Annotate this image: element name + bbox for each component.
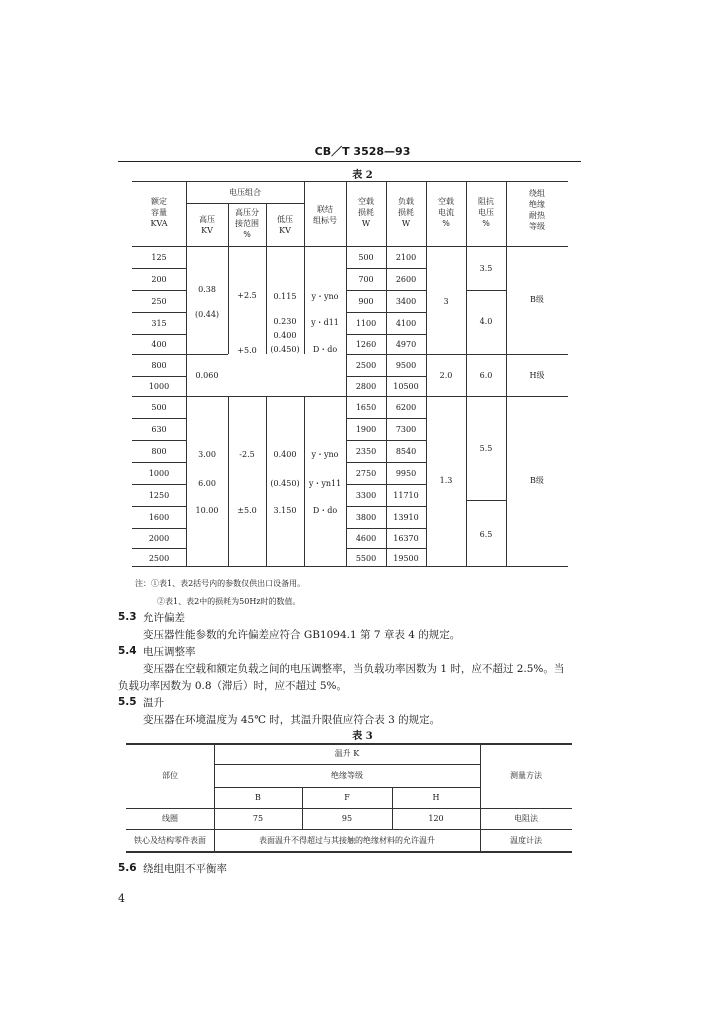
- capacity-cell: 1600: [148, 513, 170, 522]
- impedance-cell: 6.5: [479, 530, 493, 539]
- section-5-4-text-1: 变压器在空载和额定负载之间的电压调整率，当负载功率因数为 1 时，应不超过 2.5%。当: [143, 663, 565, 675]
- section-5-4-text-2: 负载功率因数为 0.8（滞后）时，应不超过 5%。: [118, 680, 348, 692]
- table2-caption: 表 2: [352, 170, 373, 181]
- vector-cell: y・yno: [311, 450, 339, 459]
- capacity-cell: 400: [151, 340, 167, 349]
- noload-cell: 1650: [355, 403, 377, 412]
- noload-cell: 1100: [355, 319, 377, 328]
- lv-cell: 0.115: [273, 292, 297, 301]
- row-coil-method: 电阻法: [514, 814, 538, 823]
- capacity-cell: 125: [151, 253, 167, 262]
- noload-cell: 500: [358, 253, 374, 262]
- hv-cell: 3.00: [198, 450, 216, 459]
- table3-part-header: 部位: [162, 771, 178, 780]
- table3-caption: 表 3: [352, 731, 373, 742]
- insulation-cell: B级: [530, 476, 544, 485]
- capacity-cell: 1000: [148, 469, 170, 478]
- insulation-cell: B级: [530, 295, 544, 304]
- vector-cell: y・yno: [311, 292, 339, 301]
- row-core-part: 铁心及结构零件表面: [134, 836, 206, 845]
- col-vector-header: 联结 组标号: [313, 205, 337, 225]
- loadloss-cell: 7300: [395, 425, 417, 434]
- table3-temp-rise-header: 温升 K: [334, 749, 360, 758]
- capacity-cell: 800: [151, 361, 167, 370]
- row-coil-part: 线圈: [162, 814, 178, 823]
- current-cell: 3: [443, 297, 449, 306]
- current-cell: 1.3: [439, 476, 453, 485]
- tap-cell: +5.0: [237, 346, 257, 355]
- lv-cell: 0.400: [273, 450, 297, 459]
- hv-cell: 6.00: [198, 479, 216, 488]
- col-noload-current-header: 空载 电流 %: [438, 197, 454, 228]
- section-5-4-title: 电压调整率: [143, 646, 196, 658]
- capacity-cell: 250: [151, 297, 167, 306]
- capacity-cell: 630: [151, 425, 167, 434]
- capacity-cell: 200: [151, 275, 167, 284]
- capacity-cell: 1000: [148, 382, 170, 391]
- noload-cell: 5500: [355, 554, 377, 563]
- section-5-5-title: 温升: [143, 697, 164, 709]
- col-tap-header: 高压分 接范围 %: [235, 208, 259, 239]
- noload-cell: 2750: [355, 469, 377, 478]
- section-5-5-text: 变压器在环境温度为 45℃ 时，其温升限值应符合表 3 的规定。: [143, 714, 441, 726]
- loadloss-cell: 10500: [393, 382, 419, 391]
- header-rule: [118, 161, 581, 162]
- col-insulation-header: 绕组 绝缘 耐热 等级: [529, 189, 545, 231]
- hv-cell: (0.44): [194, 310, 220, 319]
- vector-cell: D・do: [312, 345, 338, 354]
- row-core-text: 表面温升不得超过与其接触的绝缘材料的允许温升: [259, 836, 435, 845]
- hv-cell: 10.00: [195, 506, 219, 515]
- table2-note-1: 注：①表1、表2括号内的参数仅供出口设备用。: [135, 579, 306, 588]
- capacity-cell: 315: [151, 319, 167, 328]
- impedance-cell: 5.5: [479, 444, 493, 453]
- row-coil-f: 95: [341, 814, 353, 823]
- insulation-cell: H级: [529, 371, 545, 380]
- loadloss-cell: 2600: [395, 275, 417, 284]
- col-noload-loss-header: 空载 损耗 W: [358, 197, 374, 228]
- loadloss-cell: 4970: [395, 340, 417, 349]
- loadloss-cell: 11710: [393, 491, 419, 500]
- loadloss-cell: 2100: [395, 253, 417, 262]
- page-number: 4: [118, 892, 125, 905]
- section-5-3-title: 允许偏差: [143, 612, 185, 624]
- current-cell: 2.0: [439, 371, 453, 380]
- section-5-5-number: 5.5: [118, 696, 137, 708]
- loadloss-cell: 16370: [393, 534, 419, 543]
- section-5-4-number: 5.4: [118, 645, 137, 657]
- noload-cell: 2800: [355, 382, 377, 391]
- impedance-cell: 4.0: [479, 317, 493, 326]
- lv-cell: (0.450): [270, 479, 300, 488]
- col-voltage-group-header: 电压组合: [229, 188, 261, 197]
- table3-method-header: 测量方法: [510, 771, 542, 780]
- capacity-cell: 1250: [148, 491, 170, 500]
- loadloss-cell: 9950: [395, 469, 417, 478]
- table3-insulation-header: 绝缘等级: [331, 771, 363, 780]
- noload-cell: 2500: [355, 361, 377, 370]
- noload-cell: 700: [358, 275, 374, 284]
- vector-cell: y・yn11: [308, 479, 342, 488]
- tap-cell: ±5.0: [237, 506, 257, 515]
- section-5-6-number: 5.6: [118, 862, 137, 874]
- capacity-cell: 2500: [148, 554, 170, 563]
- noload-cell: 1260: [355, 340, 377, 349]
- section-5-6-title: 绕组电阻不平衡率: [143, 863, 227, 875]
- class-b-header: B: [255, 793, 261, 802]
- row-core-method: 温度计法: [510, 836, 542, 845]
- section-5-3-text: 变压器性能参数的允许偏差应符合 GB1094.1 第 7 章表 4 的规定。: [143, 629, 461, 641]
- tap-cell: +2.5: [237, 291, 257, 300]
- loadloss-cell: 4100: [395, 319, 417, 328]
- col-capacity-header: 额定 容量 KVA: [150, 197, 168, 228]
- loadloss-cell: 6200: [395, 403, 417, 412]
- loadloss-cell: 9500: [395, 361, 417, 370]
- impedance-cell: 6.0: [479, 371, 493, 380]
- row-coil-b: 75: [252, 814, 264, 823]
- col-lv-header: 低压 KV: [277, 215, 293, 235]
- noload-cell: 900: [358, 297, 374, 306]
- lv-cell: (0.450): [270, 345, 300, 354]
- vector-cell: D・do: [312, 506, 338, 515]
- hv-cell: 0.060: [195, 371, 219, 380]
- row-coil-h: 120: [428, 814, 444, 823]
- lv-cell: 0.400: [273, 331, 297, 340]
- noload-cell: 3300: [355, 491, 377, 500]
- hv-cell: 0.38: [198, 285, 216, 294]
- col-hv-header: 高压 KV: [199, 215, 215, 235]
- impedance-cell: 3.5: [479, 264, 493, 273]
- lv-cell: 3.150: [273, 506, 297, 515]
- section-5-3-number: 5.3: [118, 611, 137, 623]
- noload-cell: 3800: [355, 513, 377, 522]
- loadloss-cell: 8540: [395, 447, 417, 456]
- capacity-cell: 2000: [148, 534, 170, 543]
- lv-cell: 0.230: [273, 317, 297, 326]
- noload-cell: 2350: [355, 447, 377, 456]
- vector-cell: y・d11: [311, 318, 339, 327]
- capacity-cell: 500: [151, 403, 167, 412]
- class-h-header: H: [432, 793, 440, 802]
- capacity-cell: 800: [151, 447, 167, 456]
- table2-note-2: ②表1、表2中的损耗为50Hz时的数值。: [157, 597, 301, 606]
- noload-cell: 4600: [355, 534, 377, 543]
- noload-cell: 1900: [355, 425, 377, 434]
- loadloss-cell: 13910: [393, 513, 419, 522]
- col-impedance-header: 阻抗 电压 %: [478, 197, 494, 228]
- standard-code: CB／T 3528—93: [314, 145, 411, 158]
- tap-cell: -2.5: [239, 450, 255, 459]
- loadloss-cell: 3400: [395, 297, 417, 306]
- class-f-header: F: [344, 793, 350, 802]
- col-load-loss-header: 负载 损耗 W: [398, 197, 414, 228]
- loadloss-cell: 19500: [393, 554, 419, 563]
